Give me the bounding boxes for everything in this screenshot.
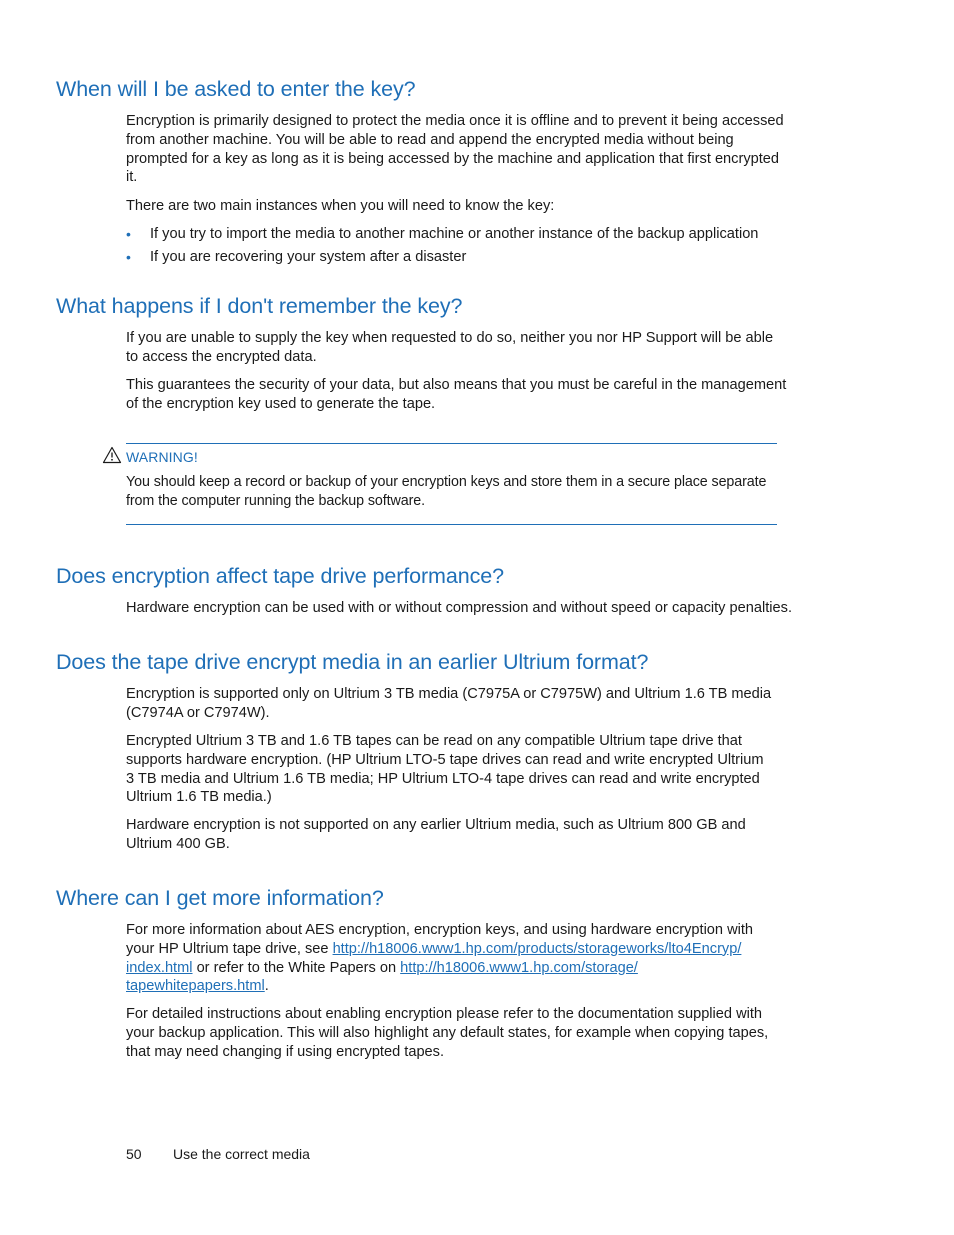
paragraph-compatible-drives [126,732,806,807]
text-line [126,940,806,959]
text-line: You should keep a record or backup of your encryption keys and store them in a secure place separate [126,474,767,490]
text-span: or refer to the White Papers on [192,959,401,976]
bullet-text: If you try to import the media to another machine or another instance of the backup application [150,226,759,242]
paragraph-encryption-purpose [126,112,806,187]
warning-text [126,473,806,511]
text-line: supports hardware encryption. (HP Ultrium LTO-5 tape drives can read and write encrypted Ultrium [126,751,764,768]
text-line: Ultrium 400 GB. [126,835,230,852]
text-span: . [264,978,269,995]
page-number: 50 [126,1146,142,1162]
text-line: (C7974A or C7974W). [126,704,270,721]
text-line: it. [126,169,138,186]
text-line: For detailed instructions about enabling encryption please refer to the documentation supplied with [126,1006,763,1022]
paragraph-detailed-instructions [126,1005,806,1061]
section-heading-forget-key: What happens if I don't remember the key? [56,294,463,318]
text-line: to access the encrypted data. [126,348,317,365]
text-span: your HP Ultrium tape drive, see [126,940,333,957]
text-line: For more information about AES encryption, encryption keys, and using hardware encryption with [126,922,754,938]
text-line: Encryption is supported only on Ultrium 3 TB media (C7975A or C7975W) and Ultrium 1.6 TB media [126,686,772,702]
text-line: Ultrium 1.6 TB media.) [126,789,272,806]
section-heading-performance: Does encryption affect tape drive performance? [56,564,504,588]
text-line: Encryption is primarily designed to protect the media once it is offline and to prevent it being accessed [126,113,784,129]
lto4-encryption-link[interactable]: http://h18006.www1.hp.com/products/storageworks/lto4Encryp/ [332,940,742,957]
paragraph-security-guarantee [126,376,806,414]
paragraph-unable-to-supply [126,329,806,367]
text-line [126,977,806,996]
footer-section-title: Use the correct media [173,1146,310,1162]
white-papers-link[interactable]: http://h18006.www1.hp.com/storage/ [400,959,638,976]
text-line: from the computer running the backup software. [126,492,425,509]
text-line: of the encryption key used to generate the tape. [126,395,436,412]
white-papers-link-continued[interactable]: tapewhitepapers.html [126,978,265,995]
text-line: 3 TB media and Ultrium 1.6 TB media; HP Ultrium LTO-4 tape drives can read and write encrypted [126,770,760,787]
bullet-dot-icon: • [126,226,131,242]
warning-triangle-icon [102,446,122,464]
warning-label: WARNING! [126,449,198,465]
text-line: If you are unable to supply the key when requested to do so, neither you nor HP Support will be able [126,330,774,346]
text-line: from another machine. You will be able to read and append the encrypted media without being [126,131,734,148]
section-heading-earlier-format: Does the tape drive encrypt media in an earlier Ultrium format? [56,650,649,674]
text-line: Hardware encryption is not supported on any earlier Ultrium media, such as Ultrium 800 GB and [126,817,746,833]
bullet-text: If you are recovering your system after a disaster [150,249,467,265]
section-heading-enter-key: When will I be asked to enter the key? [56,77,416,101]
section-heading-more-info: Where can I get more information? [56,886,384,910]
text-line: Encrypted Ultrium 3 TB and 1.6 TB tapes can be read on any compatible Ultrium tape drive that [126,733,742,749]
text-line: your backup application. This will also highlight any default states, for example when copying tapes, [126,1024,769,1041]
text-line [126,959,806,978]
bullet-dot-icon: • [126,249,131,265]
warning-top-rule [126,443,777,444]
paragraph-more-info [126,921,806,996]
warning-bottom-rule [126,524,777,525]
lto4-encryption-link-continued[interactable]: index.html [126,959,193,976]
text-line: This guarantees the security of your data, but also means that you must be careful in the management [126,377,787,393]
text-line: that may need changing if using encrypted tapes. [126,1043,445,1060]
paragraph-two-instances: There are two main instances when you will need to know the key: [126,198,555,214]
paragraph-performance: Hardware encryption can be used with or without compression and without speed or capacity penalties. [126,600,793,616]
paragraph-not-supported [126,816,806,854]
text-line: prompted for a key as long as it is being accessed by the machine and application that first encrypted [126,150,780,167]
paragraph-supported-media [126,685,806,723]
